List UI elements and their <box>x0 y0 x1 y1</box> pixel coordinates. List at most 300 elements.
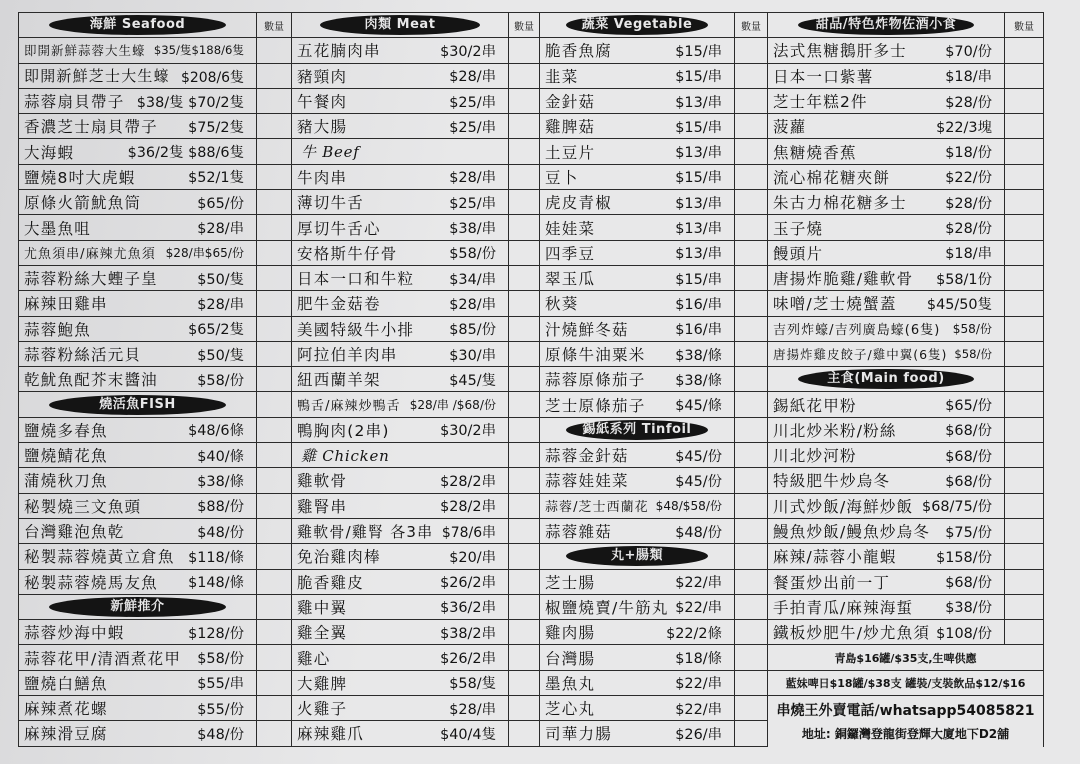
item-name: 牛肉串 <box>297 168 348 187</box>
menu-item <box>292 89 508 113</box>
item-name: 川式炒飯/海鮮炒飯 <box>773 497 914 516</box>
menu-item <box>19 570 256 594</box>
menu-item-row <box>540 696 767 721</box>
menu-item <box>768 342 1004 366</box>
quantity-cell <box>734 139 767 163</box>
quantity-cell <box>508 215 539 239</box>
quantity-cell <box>734 570 767 594</box>
menu-item-row <box>768 620 1043 645</box>
item-name: 大雞脾 <box>297 674 348 693</box>
menu-item-row <box>768 38 1043 63</box>
item-price: $38/串 <box>449 221 496 238</box>
quantity-cell <box>734 317 767 341</box>
quantity-cell <box>1004 595 1043 619</box>
menu-item <box>540 89 734 113</box>
item-name: 雞軟骨/雞腎 各3串 <box>297 522 434 541</box>
menu-item <box>292 721 508 745</box>
section-header-row <box>540 418 767 443</box>
item-price: $36/2串 <box>440 600 496 617</box>
item-name: 安格斯牛仔骨 <box>297 244 398 263</box>
item-name: 秘製蒜蓉燒馬友魚 <box>24 573 158 592</box>
menu-item <box>19 721 256 745</box>
quantity-cell <box>734 64 767 88</box>
item-name: 雞軟骨 <box>297 472 348 491</box>
item-price: $55/份 <box>197 701 244 718</box>
quantity-cell <box>256 645 291 669</box>
item-name: 娃娃菜 <box>545 219 596 238</box>
quantity-cell <box>508 190 539 214</box>
item-name: 麻辣田雞串 <box>24 295 108 314</box>
menu-item-row <box>19 519 291 544</box>
quantity-cell <box>508 317 539 341</box>
item-price: $13/串 <box>675 94 722 111</box>
menu-item-row <box>292 620 539 645</box>
item-name: 香濃芝士扇貝帶子 <box>24 118 158 137</box>
item-name: 日本一口紫薯 <box>773 67 874 86</box>
quantity-cell <box>1004 342 1043 366</box>
item-price: $28/串 <box>449 701 496 718</box>
item-price: $28/2串 <box>440 499 496 516</box>
menu-item <box>292 620 508 644</box>
menu-item-row <box>292 342 539 367</box>
item-price: $88/份 <box>197 499 244 516</box>
menu-item-row <box>768 418 1043 443</box>
item-price: $48/份 <box>675 524 722 541</box>
menu-item <box>540 114 734 138</box>
menu-item <box>540 291 734 315</box>
item-name: 芝士原條茄子 <box>545 396 646 415</box>
menu-item <box>540 38 734 62</box>
subsection-row <box>292 139 539 164</box>
menu-item <box>292 190 508 214</box>
quantity-cell <box>508 38 539 62</box>
quantity-cell <box>256 139 291 163</box>
item-name: 流心棉花糖夾餅 <box>773 168 891 187</box>
menu-item <box>292 468 508 492</box>
menu-item-row <box>768 190 1043 215</box>
item-name: 火雞子 <box>297 700 348 719</box>
quantity-column-cell <box>1004 13 1043 37</box>
quantity-cell <box>734 595 767 619</box>
item-price: $26/串 <box>675 726 722 743</box>
menu-item-row <box>292 468 539 493</box>
item-name: 饅頭片 <box>773 244 824 263</box>
quantity-cell <box>1004 241 1043 265</box>
item-name: 菠蘿 <box>773 118 807 137</box>
item-name: 雞心 <box>297 649 331 668</box>
menu-item-row <box>540 671 767 696</box>
item-name: 脆香魚腐 <box>545 42 612 61</box>
menu-item <box>19 114 256 138</box>
item-price: $18/串 <box>945 69 992 86</box>
item-name: 蒜蓉/芝士西蘭花 <box>545 500 649 516</box>
quantity-cell <box>1004 317 1043 341</box>
menu-item <box>768 215 1004 239</box>
menu-item-row <box>292 494 539 519</box>
menu-item <box>768 266 1004 290</box>
menu-column-1 <box>18 13 292 747</box>
quantity-header: 數量 <box>264 21 284 33</box>
menu-item-row <box>19 696 291 721</box>
menu-item-row <box>292 645 539 670</box>
item-price: $40/4隻 <box>440 726 496 743</box>
quantity-cell <box>734 443 767 467</box>
section-header <box>19 13 256 37</box>
item-price: $16/串 <box>675 322 722 339</box>
menu-item <box>768 165 1004 189</box>
quantity-cell <box>508 114 539 138</box>
item-price: $58/份 <box>197 651 244 668</box>
quantity-cell <box>508 139 539 163</box>
menu-item-row <box>540 165 767 190</box>
item-name: 芝士年糕2件 <box>773 93 868 112</box>
item-price: $58/份 <box>952 322 992 337</box>
menu-item-row <box>19 645 291 670</box>
item-name: 美國特級牛小排 <box>297 320 415 339</box>
quantity-cell <box>256 367 291 391</box>
menu-item-row <box>540 443 767 468</box>
menu-item <box>540 367 734 391</box>
quantity-cell <box>734 696 767 720</box>
item-price: $13/串 <box>675 246 722 263</box>
section-title-badge: 燒活魚FISH <box>49 395 226 415</box>
item-name: 蒜蓉娃娃菜 <box>545 472 629 491</box>
item-name: 豆卜 <box>545 168 579 187</box>
item-price: $52/1隻 <box>188 170 244 187</box>
item-price: $118/條 <box>188 549 244 566</box>
menu-item <box>19 519 256 543</box>
item-name: 脆香雞皮 <box>297 573 364 592</box>
menu-item-row <box>19 165 291 190</box>
menu-item <box>540 570 734 594</box>
menu-item <box>19 696 256 720</box>
item-price: $128/份 <box>188 625 244 642</box>
menu-item <box>768 317 1004 341</box>
menu-item <box>540 139 734 163</box>
item-price: $22/份 <box>945 170 992 187</box>
menu-item-row <box>292 215 539 240</box>
item-name: 蒜蓉雜菇 <box>545 523 612 542</box>
quantity-cell <box>508 443 539 467</box>
item-price: $65/2隻 <box>188 322 244 339</box>
item-name: 雞全翼 <box>297 624 348 643</box>
item-name: 芝心丸 <box>545 700 596 719</box>
item-name: 川北炒米粉/粉絲 <box>773 421 897 440</box>
item-name: 雞肉腸 <box>545 624 596 643</box>
item-price: $40/條 <box>197 448 244 465</box>
menu-item-row <box>19 317 291 342</box>
item-name: 豬大腸 <box>297 118 348 137</box>
quantity-column-cell <box>256 595 291 619</box>
menu-item <box>540 721 734 745</box>
menu-item-row <box>19 544 291 569</box>
menu-item-row <box>292 671 539 696</box>
menu-item-row <box>540 317 767 342</box>
item-price: $50/隻 <box>197 271 244 288</box>
menu-item <box>540 317 734 341</box>
item-price: $28/2串 <box>440 473 496 490</box>
menu-item-row <box>19 38 291 63</box>
menu-item <box>768 190 1004 214</box>
section-header-row <box>292 13 539 38</box>
item-name: 薄切牛舌 <box>297 194 364 213</box>
item-name: 豬頸肉 <box>297 67 348 86</box>
quantity-cell <box>734 114 767 138</box>
shop-address: 地址: 銅鑼灣登龍街登輝大廈地下D2舖 <box>801 727 1010 742</box>
menu-item-row <box>768 291 1043 316</box>
menu-item-row <box>19 266 291 291</box>
quantity-cell <box>256 38 291 62</box>
quantity-cell <box>508 367 539 391</box>
quantity-cell <box>734 266 767 290</box>
subsection-title: 牛 Beef <box>301 143 360 162</box>
item-name: 肥牛金菇卷 <box>297 295 381 314</box>
menu-item-row <box>768 266 1043 291</box>
menu-item-row <box>19 215 291 240</box>
item-name: 土豆片 <box>545 143 596 162</box>
menu-item-row <box>292 64 539 89</box>
quantity-column-cell <box>734 544 767 568</box>
quantity-cell <box>256 570 291 594</box>
item-name: 鹽燒鯖花魚 <box>24 447 108 466</box>
menu-item-row <box>768 317 1043 342</box>
menu-item-row <box>540 291 767 316</box>
quantity-cell <box>1004 418 1043 442</box>
menu-column-3 <box>540 13 768 747</box>
menu-item <box>540 165 734 189</box>
menu-item <box>768 544 1004 568</box>
menu-item <box>19 317 256 341</box>
item-name: 秘製蒜蓉燒黃立倉魚 <box>24 548 175 567</box>
item-price: $15/串 <box>675 119 722 136</box>
menu-item-row <box>292 266 539 291</box>
item-name: 手拍青瓜/麻辣海蜇 <box>773 598 914 617</box>
quantity-column-cell <box>734 13 767 37</box>
item-price: $16/串 <box>675 296 722 313</box>
quantity-cell <box>256 544 291 568</box>
menu-item <box>768 114 1004 138</box>
section-title-badge: 丸+腸類 <box>566 546 708 566</box>
menu-item-row <box>540 266 767 291</box>
quantity-cell <box>256 620 291 644</box>
quantity-cell <box>1004 291 1043 315</box>
menu-item <box>292 114 508 138</box>
quantity-cell <box>508 595 539 619</box>
quantity-cell <box>508 266 539 290</box>
quantity-cell <box>1004 114 1043 138</box>
quantity-cell <box>256 190 291 214</box>
menu-item-row <box>540 241 767 266</box>
menu-item-row <box>19 291 291 316</box>
item-name: 原條牛油粟米 <box>545 346 646 364</box>
item-price: $85/份 <box>449 322 496 339</box>
item-price: $30/2串 <box>440 423 496 440</box>
subsection-title: 雞 Chicken <box>301 446 390 465</box>
menu-item <box>292 367 508 391</box>
item-name: 焦糖燒香蕉 <box>773 143 857 162</box>
item-price: $22/串 <box>675 600 722 617</box>
menu-item <box>19 215 256 239</box>
section-header <box>292 13 508 37</box>
quantity-column-cell <box>508 13 539 37</box>
menu-item-row <box>292 291 539 316</box>
item-price: $18/串 <box>945 246 992 263</box>
menu-item-row <box>292 519 539 544</box>
item-price: $208/6隻 <box>181 69 244 86</box>
menu-item <box>540 64 734 88</box>
item-price: $30/2串 <box>440 43 496 60</box>
item-price: $25/串 <box>449 119 496 136</box>
quantity-cell <box>508 620 539 644</box>
menu-item-row <box>19 721 291 746</box>
menu-item-row <box>768 570 1043 595</box>
menu-item <box>19 645 256 669</box>
menu-item <box>19 190 256 214</box>
menu-item-row <box>19 64 291 89</box>
item-price: $58/份 <box>449 246 496 263</box>
item-price: $68/份 <box>945 423 992 440</box>
item-name: 麻辣煮花螺 <box>24 700 108 719</box>
quantity-cell <box>1004 89 1043 113</box>
quantity-cell <box>508 671 539 695</box>
menu-item-row <box>768 165 1043 190</box>
quantity-cell <box>256 89 291 113</box>
item-price: $25/串 <box>449 195 496 212</box>
menu-item-row <box>768 139 1043 164</box>
item-price: $22/串 <box>675 701 722 718</box>
menu-item-row <box>292 165 539 190</box>
item-price: $58/1份 <box>936 271 992 288</box>
item-name: 紐西蘭羊架 <box>297 371 381 390</box>
item-price: $28/串 <box>449 296 496 313</box>
item-name: 日本一口和牛粒 <box>297 270 415 289</box>
menu-item-row <box>540 114 767 139</box>
menu-item-row <box>540 64 767 89</box>
menu-item-row <box>292 544 539 569</box>
item-price: $13/串 <box>675 195 722 212</box>
menu-item <box>19 367 256 391</box>
item-name: 雞脾菇 <box>545 118 596 137</box>
item-price: $70/份 <box>945 43 992 60</box>
menu-item-row <box>19 494 291 519</box>
item-price: $13/串 <box>675 145 722 162</box>
quantity-cell <box>508 468 539 492</box>
item-price: $22/3塊 <box>936 119 992 136</box>
menu-item <box>292 494 508 518</box>
menu-item-row <box>768 392 1043 417</box>
menu-item <box>19 241 256 265</box>
quantity-cell <box>256 671 291 695</box>
quantity-cell <box>734 165 767 189</box>
item-price: $68/份 <box>945 448 992 465</box>
item-price: $75/份 <box>945 524 992 541</box>
menu-item-row <box>19 114 291 139</box>
menu-item <box>19 291 256 315</box>
item-name: 厚切牛舌心 <box>297 219 381 238</box>
quantity-cell <box>734 392 767 416</box>
menu-item <box>19 38 256 62</box>
item-name: 蒜蓉粉絲大蟶子皇 <box>24 270 158 289</box>
menu-item-row <box>768 494 1043 519</box>
menu-item <box>768 519 1004 543</box>
quantity-cell <box>734 367 767 391</box>
quantity-cell <box>1004 38 1043 62</box>
quantity-column-cell <box>1004 367 1043 391</box>
quantity-cell <box>256 317 291 341</box>
item-price: $28/串$65/份 <box>165 246 244 261</box>
item-name: 鴨舌/麻辣炒鴨舌 <box>297 399 401 415</box>
item-name: 椒鹽燒賣/牛筋丸 <box>545 598 669 617</box>
item-name: 墨魚丸 <box>545 674 596 693</box>
item-price: $15/串 <box>675 69 722 86</box>
menu-item <box>19 342 256 366</box>
quantity-cell <box>256 64 291 88</box>
item-price: $15/串 <box>675 170 722 187</box>
menu-item <box>292 241 508 265</box>
menu-item <box>19 139 256 163</box>
section-header <box>540 544 734 568</box>
item-price: $22/串 <box>675 676 722 693</box>
quantity-cell <box>1004 570 1043 594</box>
menu-item-row <box>19 342 291 367</box>
menu-item <box>292 165 508 189</box>
menu-item-row <box>292 114 539 139</box>
quantity-cell <box>734 671 767 695</box>
item-price: $28/份 <box>945 94 992 111</box>
item-price: $38/條 <box>675 372 722 389</box>
menu-item <box>292 342 508 366</box>
item-price: $58/份 <box>954 347 992 361</box>
menu-column-4 <box>768 13 1044 747</box>
quantity-cell <box>256 696 291 720</box>
item-price: $45/份 <box>675 473 722 490</box>
quantity-cell <box>1004 494 1043 518</box>
subsection-row <box>292 443 539 468</box>
quantity-cell <box>734 89 767 113</box>
item-name: 即開新鮮芝士大生蠔 <box>24 67 170 86</box>
menu-item <box>540 595 734 619</box>
item-name: 午餐肉 <box>297 93 348 112</box>
quantity-cell <box>508 696 539 720</box>
menu-item-row <box>292 241 539 266</box>
menu-column-2 <box>292 13 540 747</box>
item-price: $45/隻 <box>449 372 496 389</box>
menu-item <box>768 241 1004 265</box>
menu-item-row <box>292 89 539 114</box>
item-price: $48/份 <box>197 726 244 743</box>
item-price: $28/份 <box>945 195 992 212</box>
menu-item-row <box>19 418 291 443</box>
quantity-cell <box>256 443 291 467</box>
menu-item-row <box>540 468 767 493</box>
menu-item <box>292 671 508 695</box>
item-name: 鰻魚炒飯/鰻魚炒烏冬 <box>773 523 931 542</box>
menu-item <box>540 266 734 290</box>
menu-item <box>768 595 1004 619</box>
menu-item <box>19 494 256 518</box>
section-header-row <box>768 367 1043 392</box>
menu-item-row <box>292 418 539 443</box>
quantity-cell <box>256 494 291 518</box>
section-title-badge: 肉類 Meat <box>320 15 480 35</box>
item-price: $158/份 <box>936 549 992 566</box>
quantity-cell <box>1004 139 1043 163</box>
menu-item <box>19 266 256 290</box>
item-name: 汁燒鮮冬菇 <box>545 320 629 339</box>
menu-item-row <box>19 671 291 696</box>
item-name: 麻辣/蒜蓉小龍蝦 <box>773 548 897 567</box>
section-title-badge: 蔬菜 Vegetable <box>566 15 709 35</box>
